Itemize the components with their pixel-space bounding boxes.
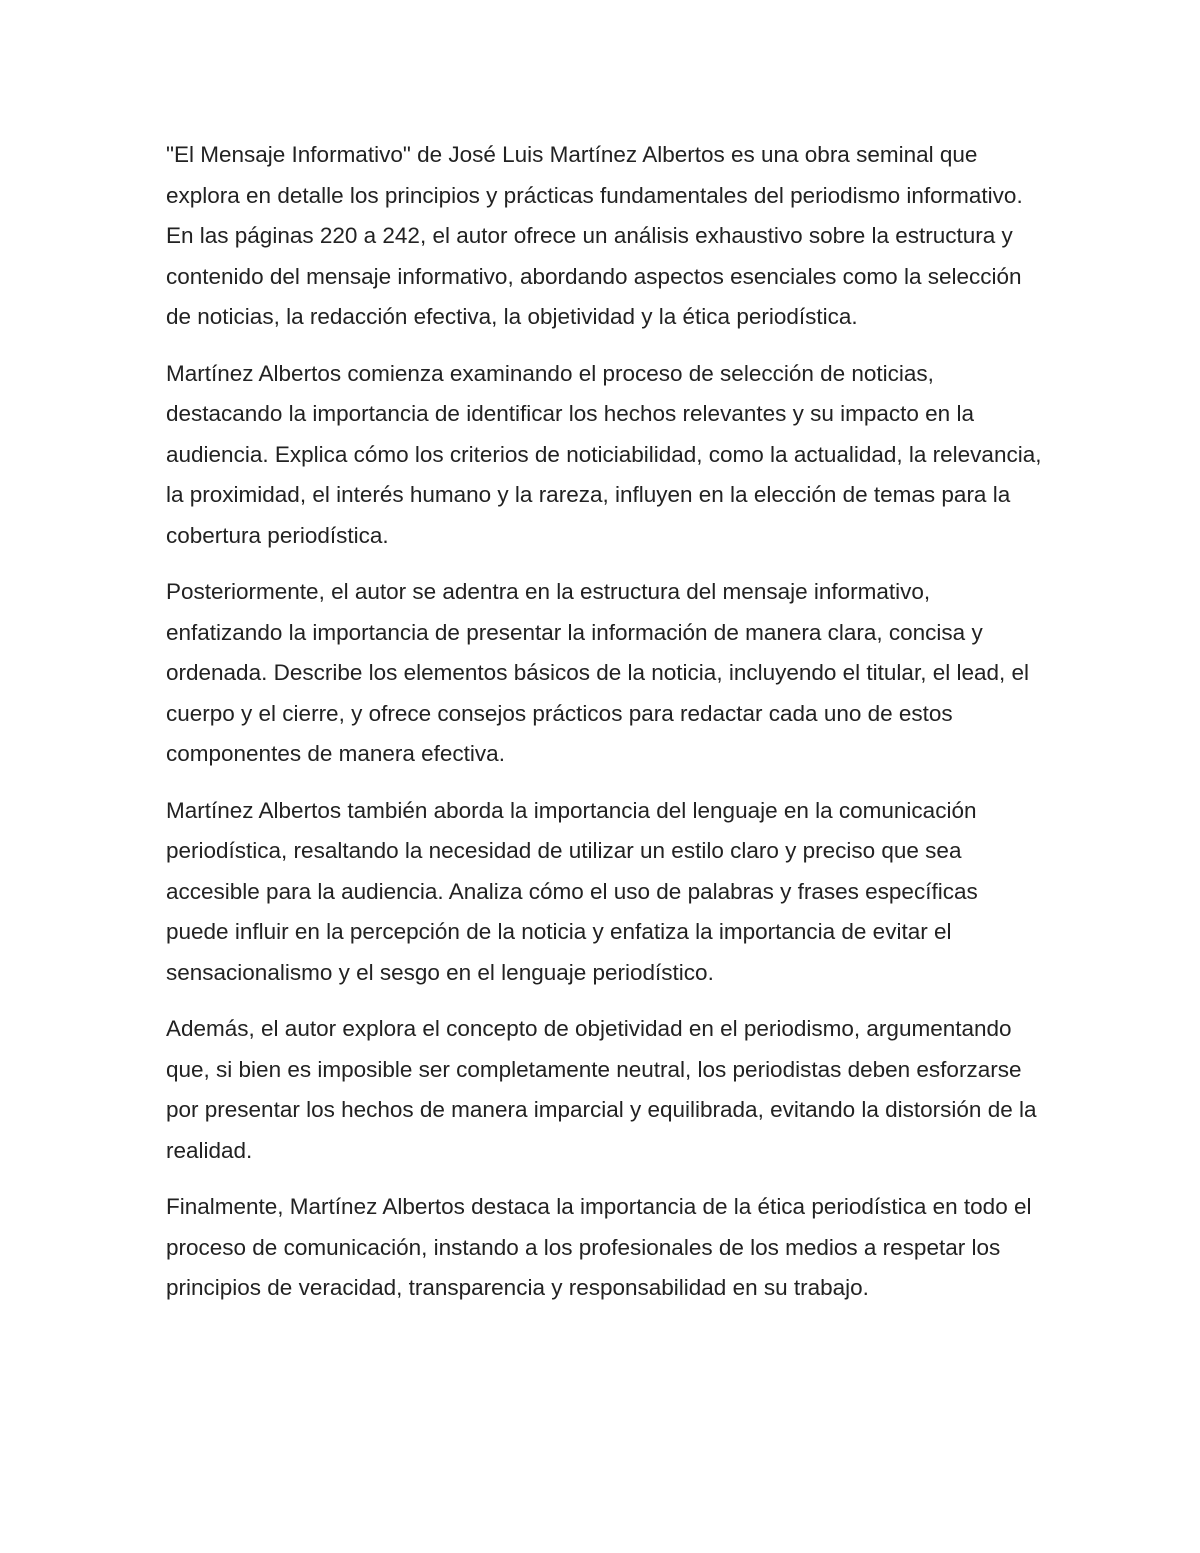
paragraph-2: Martínez Albertos comienza examinando el proceso de selección de noticias, destacando la importancia de identificar los hechos relevantes y su impacto en la audiencia. Explica cómo los criterios de noticiabilidad, como la actualidad, la relevancia, la proximidad, el interés humano y la rareza, influyen en la elección de temas para la cobertura periodística. — [166, 360, 1042, 548]
paragraph-1: "El Mensaje Informativo" de José Luis Martínez Albertos es una obra seminal que explora en detalle los principios y prácticas fundamentales del periodismo informativo. En las páginas 220 a 242, el autor ofrece un análisis exhaustivo sobre la estructura y contenido del mensaje informativo, abordando aspectos esenciales como la selección de noticias, la redacción efectiva, la objetividad y la ética periodística. — [166, 142, 1023, 329]
paragraph-4: Martínez Albertos también aborda la importancia del lenguaje en la comunicación periodística, resaltando la necesidad de utilizar un estilo claro y preciso que sea accesible para la audiencia. Analiza cómo el uso de palabras y frases específicas puede influir en la percepción de la noticia y enfatiza la importancia de evitar el sensacionalismo y el sesgo en el lenguaje periodístico. — [166, 797, 978, 985]
document-body — [166, 135, 1046, 1325]
paragraph-3: Posteriormente, el autor se adentra en la estructura del mensaje informativo, enfatizando la importancia de presentar la información de manera clara, concisa y ordenada. Describe los elementos básicos de la noticia, incluyendo el titular, el lead, el cuerpo y el cierre, y ofrece consejos prácticos para redactar cada uno de estos componentes de manera efectiva. — [166, 579, 1030, 766]
paragraph-6: Finalmente, Martínez Albertos destaca la importancia de la ética periodística en todo el proceso de comunicación, instando a los profesionales de los medios a respetar los principios de veracidad, transparencia y responsabilidad en su trabajo. — [166, 1194, 1032, 1300]
paragraph-5: Además, el autor explora el concepto de objetividad en el periodismo, argumentando que, si bien es imposible ser completamente neutral, los periodistas deben esforzarse por presentar los hechos de manera imparcial y equilibrada, evitando la distorsión de la realidad. — [166, 1016, 1037, 1163]
